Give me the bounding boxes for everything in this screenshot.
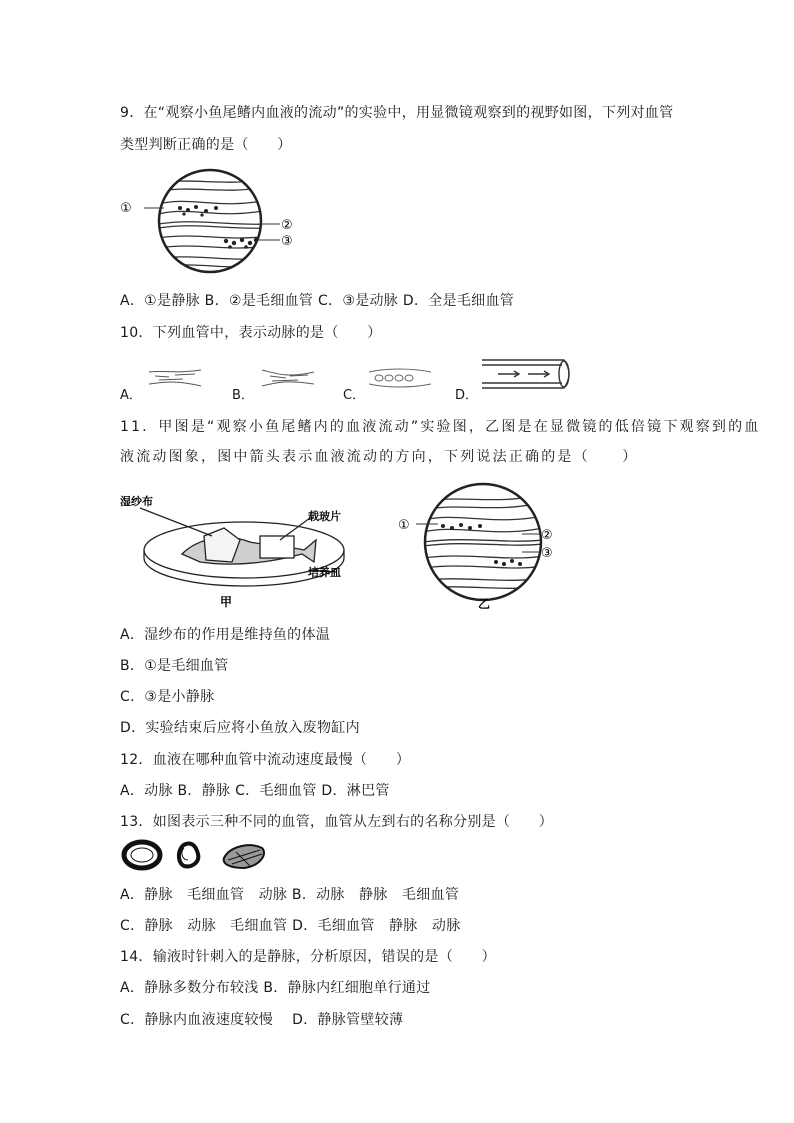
- q10-option-c-label: C．: [343, 388, 366, 403]
- q11-jia-label-slide: 载玻片: [308, 510, 341, 523]
- q10-vessel-b-image: [258, 364, 318, 392]
- q9-label-1: ①: [120, 201, 132, 216]
- q14-stem: 14．输液时针刺入的是静脉，分析原因，错误的是（ ）: [120, 949, 496, 965]
- q11-option-a: A．湿纱布的作用是维持鱼的体温: [120, 627, 331, 643]
- q11-figure-jia-fish-setup: [120, 488, 370, 613]
- q11-stem-line1: 11．甲图是“观察小鱼尾鳍内的血液流动”实验图，乙图是在显微镜的低倍镜下观察到的血: [120, 419, 761, 435]
- q9-stem-line2: 类型判断正确的是（ ）: [120, 137, 292, 153]
- q12-options: A．动脉 B．静脉 C．毛细血管 D．淋巴管: [120, 783, 390, 799]
- q11-yi-label-1: ①: [398, 518, 410, 533]
- q9-options: A．①是静脉 B．②是毛细血管 C．③是动脉 D．全是毛细血管: [120, 293, 515, 309]
- q10-option-a-label: A．: [120, 388, 142, 403]
- q11-option-c: C．③是小静脉: [120, 689, 215, 705]
- q11-stem-line2: 液流动图象，图中箭头表示血液流动的方向，下列说法正确的是（ ）: [120, 449, 639, 465]
- q10-option-d-label: D．: [455, 388, 479, 403]
- q11-jia-caption: 甲: [220, 595, 233, 609]
- q11-figure-yi-microscope-field: [398, 480, 573, 610]
- q10-option-b-label: B．: [232, 388, 254, 403]
- q14-options-line1: A．静脉多数分布较浅 B．静脉内红细胞单行通过: [120, 980, 431, 996]
- q9-stem-line1: 9．在“观察小鱼尾鳍内血液的流动”的实验中，用显微镜观察到的视野如图，下列对血管: [120, 105, 674, 121]
- q10-stem: 10．下列血管中，表示动脉的是（ ）: [120, 325, 382, 341]
- q13-stem: 13．如图表示三种不同的血管，血管从左到右的名称分别是（ ）: [120, 814, 554, 830]
- q10-vessel-d-image: [478, 356, 578, 392]
- q10-vessel-a-image: [145, 364, 205, 392]
- q11-option-d: D．实验结束后应将小鱼放入废物缸内: [120, 720, 360, 736]
- q12-stem: 12．血液在哪种血管中流动速度最慢（ ）: [120, 752, 411, 768]
- q13-options-line1: A．静脉 毛细血管 动脉 B．动脉 静脉 毛细血管: [120, 887, 460, 903]
- q13-vessel-cross-sections-figure: [120, 838, 280, 872]
- q13-options-line2: C．静脉 动脉 毛细血管 D．毛细血管 静脉 动脉: [120, 918, 461, 934]
- q11-option-b: B．①是毛细血管: [120, 658, 229, 674]
- q11-yi-caption: 乙: [478, 597, 491, 610]
- q9-microscope-field-figure: [118, 166, 318, 276]
- q10-vessel-c-image: [365, 364, 435, 392]
- q11-yi-label-3: ③: [541, 546, 553, 561]
- q11-jia-label-dish: 培养皿: [308, 566, 341, 579]
- q11-yi-label-2: ②: [541, 528, 553, 543]
- q9-label-3: ③: [281, 234, 293, 249]
- q11-jia-label-wet-gauze: 湿纱布: [120, 495, 153, 508]
- q14-options-line2: C．静脉内血液速度较慢 D．静脉管壁较薄: [120, 1012, 404, 1028]
- q9-label-2: ②: [281, 218, 293, 233]
